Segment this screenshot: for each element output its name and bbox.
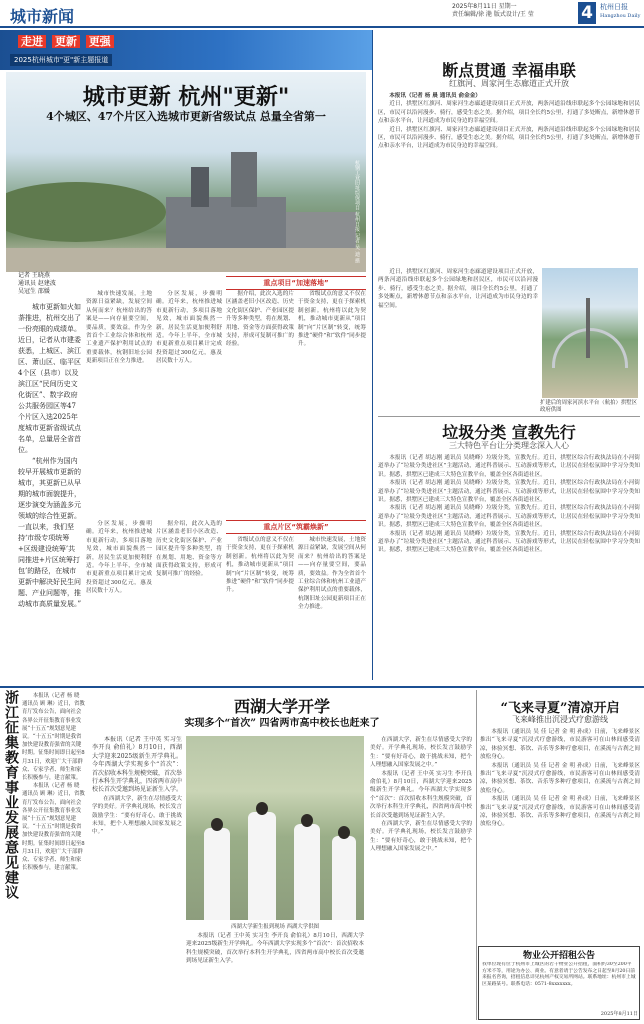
lead-col-4: 省级试点的意义不仅在于资金支持，更在于探索机制创新。杭州将以此为契机，推动城市更新从“项目制”向“片区制”转变，统筹推进“硬件”和“软件”同步提升。 bbox=[298, 291, 366, 348]
fly-subhead: 飞来峰推出沉浸式疗愈游线 bbox=[512, 715, 608, 724]
lead-col-7: 省级试点的意义不仅在于资金支持，更在于探索机制创新。杭州将以此为契机，推动城市更新从“项目制”向“片区制”转变，统筹推进“硬件”和“软件”同步提升。 bbox=[226, 537, 294, 594]
lead-col-1: 城市快速发展，土地资源日益紧缺，发展空间从何而来？杭州给出的答案是——向存量要空间，要品质，要效益。作为全省首个工业综合体和杭州工业遗产保护利用试点的重要载体，杭钢旧址公园更新项目正在全力推进。 bbox=[86, 291, 152, 365]
byline-line: 记者 王晓燕 bbox=[18, 272, 50, 279]
section-divider bbox=[378, 416, 640, 417]
education-headline: 浙江征集教育事业发展意见建议 bbox=[3, 690, 19, 900]
page-header bbox=[0, 0, 644, 28]
lead-col-8: 城市快速发展，土地资源日益紧缺，发展空间从何而来？杭州给出的答案是——向存量要空间，要品质，要效益。作为全省首个工业综合体和杭州工业遗产保护利用试点的重要载体，杭钢旧址公园更新项目正在全力推进。 bbox=[298, 537, 366, 611]
right-divider bbox=[476, 690, 477, 1020]
series-word-2: 更新 bbox=[52, 35, 80, 48]
lead-subhead: 4个城区、47个片区入选城市更新省级试点 总量全省第一 bbox=[46, 110, 326, 123]
paper-name-cn: 杭州日报 bbox=[600, 3, 628, 11]
byline-line: 通讯员 赵建波 bbox=[18, 280, 56, 287]
greenway-photo bbox=[542, 268, 638, 398]
lead-intro-para: “杭州作为国内较早开展城市更新的城市，其更新已从早期的城市面貌提升，逐步演变为涵盖多元领域的综合性更新。一直以来，我们坚持‘市级专项统筹+区级建设统筹’共同推进+片区统筹打包’的路径，在城市更新中解决好民生问题、产业问题等，推动城市高质量发展。” bbox=[18, 457, 82, 608]
lower-divider bbox=[0, 686, 644, 688]
education-body: 本报讯（记者 杨 晓 通讯员 顾 琳）近日，省教育厅发布公告，面向社会各界公开征集教育事业发展“十五五”规划意见建议。“十五五”时期是我省加快建设教育强省的关键时期。征集时间即日起至8月31日，欢迎广大干部群众、专家学者、师生和家长积极参与，建言献策。 本报讯（记者 杨 晓 通讯员 顾 琳）近日，省教育厅发布公告，面向社会各界公开征集教育事业发展“十五五”规划意见建议。“十五五”时期是我省加快建设教育强省的关键时期。征集时间即日起至8月31日，欢迎广大干部群众、专家学者、师生和家长积极参与，建言献策。 bbox=[22, 693, 85, 872]
column-divider bbox=[372, 30, 373, 680]
xihu-photo bbox=[186, 736, 364, 920]
editors-line: 责任编辑/徐 滟 版式设计/王 莹 bbox=[452, 11, 534, 18]
garbage-subhead: 三大特色平台让分类理念深入人心 bbox=[449, 441, 569, 450]
lead-headline: 城市更新 杭州"更新" bbox=[82, 84, 290, 110]
xihu-subhead: 实现多个“首次” 四省两市高中校长也赶来了 bbox=[184, 718, 380, 729]
greenway-body-2: 近日，拱墅区红旗河、周家河生态廊道建设项目正式开放，两条河道沿线串联起多个公园绿地和居民区，市民可以沿河漫步、骑行，感受生态之美。据介绍，项目全长约5公里，打通了多处断点，新增休憩节点和亲水平台，让河道成为市民身边的幸福空间。 bbox=[378, 269, 538, 309]
greenway-headline: 断点贯通 幸福串联 bbox=[442, 61, 576, 80]
paper-name-en: Hangzhou Daily bbox=[600, 13, 641, 19]
series-subtitle: 2025杭州城市"更"新主题报道 bbox=[10, 54, 112, 66]
xihu-body-1: 本报讯（记者 王中英 实习生 李开良 俞伯礼）8月10日，西湖大学迎来2025级新生开学典礼。今年西湖大学实现多个“首次”：首次招收本科生规模突破，首次举行本科生开学典礼，四省两市高中校长首次受邀到场见证新生入学。 在西湖大学，新生在尽情感受大学的美好。开学典礼现场，校长发言鼓励学生：“要有好奇心，敢于挑战未知，把个人理想融入国家发展之中。” bbox=[92, 736, 182, 836]
lead-col-2: 分区发展，步骤明确。近年来，杭州推进城市更新行动，多项目落地见效，城市面貌焕然一新，居民生活更加便利舒适。今年上半年，全市城市更新重点项目累计完成投资超过300亿元，惠及居民数十万人。 bbox=[156, 291, 222, 365]
lead-byline bbox=[18, 272, 78, 296]
notice-body: 我单位现有位于杭州市上城区的若干物业公开招租，面积约30至200平方米不等，用途为办公、商业。有意者请于公告发布之日起至8月20日前来报名咨询，招租信息详见杭州产权交易所网站。联系地址：杭州市上城区某路某号。联系电话：0571-8xxxxxxx。 bbox=[482, 962, 636, 987]
lead-photo-caption: 杭钢工业旧址综保项目 杭州日报 记者 吴 迪 摄 bbox=[354, 160, 360, 263]
focus-subhead-2: 重点片区“筑霸焕新” bbox=[226, 520, 366, 534]
xihu-body-2: 本报讯（记者 王中英 实习生 李开良 俞伯礼）8月10日，西湖大学迎来2025级新生开学典礼。今年西湖大学实现多个“首次”：首次招收本科生规模突破，首次举行本科生开学典礼，四省两市高中校长首次受邀到场见证新生入学。 bbox=[186, 933, 364, 965]
greenway-subhead: 红旗河、周家河生态廊道正式开放 bbox=[449, 79, 569, 88]
xihu-body-3: 在西湖大学，新生在尽情感受大学的美好。开学典礼现场，校长发言鼓励学生：“要有好奇心，敢于挑战未知，把个人理想融入国家发展之中。” 本报讯（记者 王中英 实习生 李开良 俞伯礼）8月10日，西湖大学迎来2025级新生开学典礼。今年西湖大学实现多个“首次”：首次招收本科生规模突破，首次举行本科生开学典礼，四省两市高中校长首次受邀到场见证新生入学。 在西湖大学，新生在尽情感受大学的美好。开学典礼现场，校长发言鼓励学生：“要有好奇心，敢于挑战未知，把个人理想融入国家发展之中。” bbox=[370, 737, 472, 853]
greenway-body-1: 本报讯（记者 杨 晨 通讯员 俞金金） 近日，拱墅区红旗河、周家河生态廊道建设项目正式开放，两条河道沿线串联起多个公园绿地和居民区，市民可以沿河漫步、骑行，感受生态之美。据介绍，项目全长约5公里，打通了多处断点，新增休憩节点和亲水平台，让河道成为市民身边的幸福空间。 近日，拱墅区红旗河、周家河生态廊道建设项目正式开放，两条河道沿线串联起多个公园绿地和居民区，市民可以沿河漫步、骑行，感受生态之美。据介绍，项目全长约5公里，打通了多处断点，新增休憩节点和亲水平台，让河道成为市民身边的幸福空间。 bbox=[378, 93, 640, 150]
focus-subhead-1: 重点项目“加速落地” bbox=[226, 276, 366, 290]
issue-info bbox=[452, 3, 572, 19]
fly-headline: “飞来寻夏”清凉开启 bbox=[500, 701, 620, 716]
lead-col-5: 分区发展，步骤明确。近年来，杭州推进城市更新行动，多项目落地见效，城市面貌焕然一新，居民生活更加便利舒适。今年上半年，全市城市更新重点项目累计完成投资超过300亿元，惠及居民数十万人。 bbox=[86, 521, 152, 595]
xihu-headline: 西湖大学开学 bbox=[233, 697, 330, 716]
fly-body: 本报讯（通讯员 吴 佳 记者 金 明 孙成）日前，飞来峰景区推出“飞来寻夏”沉浸式疗愈游线，市民游客可在山林间感受清凉，体验冥想、茶饮、音乐等多种疗愈项目，在溪流与古刹之间放松身心。 本报讯（通讯员 吴 佳 记者 金 明 孙成）日前，飞来峰景区推出“飞来寻夏”沉浸式疗愈游线，市民游客可在山林间感受清凉，体验冥想、茶饮、音乐等多种疗愈项目，在溪流与古刹之间放松身心。 本报讯（通讯员 吴 佳 记者 金 明 孙成）日前，飞来峰景区推出“飞来寻夏”沉浸式疗愈游线，市民游客可在山林间感受清凉，体验冥想、茶饮、音乐等多种疗愈项目，在溪流与古刹之间放松身心。 bbox=[480, 729, 640, 828]
lead-intro bbox=[18, 302, 82, 652]
greenway-photo-caption: 扩建后的周家河滨水平台（航拍）拱墅区政府供图 bbox=[540, 400, 638, 413]
garbage-headline: 垃圾分类 宣教先行 bbox=[442, 423, 576, 442]
notice-date: 2025年8月11日 bbox=[600, 1011, 638, 1017]
section-title: 城市新闻 bbox=[10, 7, 75, 26]
xihu-photo-caption: 西湖大学新生报到现场 西湖大学供图 bbox=[231, 924, 319, 930]
paper-name bbox=[600, 3, 642, 21]
lead-col-3: 据介绍，此次入选的片区涵盖老旧小区改造、历史文化街区保护、产业园区提升等多种类型，将在规划、用地、资金等方面获得政策支持，形成可复制可推广的经验。 bbox=[226, 291, 294, 348]
series-word-3: 更强 bbox=[86, 35, 114, 48]
greenway-byline: 本报讯（记者 杨 晨 通讯员 俞金金） bbox=[389, 93, 481, 99]
page-number: 4 bbox=[578, 2, 596, 24]
byline-line: 吴冠生 邵媛 bbox=[18, 288, 50, 295]
lead-col-6: 据介绍，此次入选的片区涵盖老旧小区改造、历史文化街区保护、产业园区提升等多种类型，将在规划、用地、资金等方面获得政策支持，形成可复制可推广的经验。 bbox=[156, 521, 222, 578]
notice-title: 物业公开招租公告 bbox=[522, 951, 595, 961]
issue-date: 2025年8月11日 星期一 bbox=[452, 3, 517, 10]
lead-intro-para: 城市更新如火如荼推进，杭州交出了一份亮眼的成绩单。近日，记者从市建委获悉，上城区、滨江区、萧山区、临平区4个区（县市）以及滨江区“民间历史文化街区”、数字政府公共服务园区等47个片区入选2025年度城市更新省级试点名单，总量居全省首位。 bbox=[18, 303, 81, 454]
series-title bbox=[18, 33, 116, 49]
series-word-1: 走进 bbox=[18, 35, 46, 48]
garbage-body: 本报讯（记者 胡志刚 通讯员 吴晓峰）垃圾分类，宣教先行。近日，拱墅区综合行政执法局在小河街道举办了“垃圾分类进社区”主题活动，通过科普展示、互动游戏等形式，让居民在轻松氛围中学习分类知识。据悉，拱墅区已建成三大特色宣教平台，覆盖全区各街道社区。 本报讯（记者 胡志刚 通讯员 吴晓峰）垃圾分类，宣教先行。近日，拱墅区综合行政执法局在小河街道举办了“垃圾分类进社区”主题活动，通过科普展示、互动游戏等形式，让居民在轻松氛围中学习分类知识。据悉，拱墅区已建成三大特色宣教平台，覆盖全区各街道社区。 本报讯（记者 胡志刚 通讯员 吴晓峰）垃圾分类，宣教先行。近日，拱墅区综合行政执法局在小河街道举办了“垃圾分类进社区”主题活动，通过科普展示、互动游戏等形式，让居民在轻松氛围中学习分类知识。据悉，拱墅区已建成三大特色宣教平台，覆盖全区各街道社区。 本报讯（记者 胡志刚 通讯员 吴晓峰）垃圾分类，宣教先行。近日，拱墅区综合行政执法局在小河街道举办了“垃圾分类进社区”主题活动，通过科普展示、互动游戏等形式，让居民在轻松氛围中学习分类知识。据悉，拱墅区已建成三大特色宣教平台，覆盖全区各街道社区。 bbox=[378, 455, 640, 554]
